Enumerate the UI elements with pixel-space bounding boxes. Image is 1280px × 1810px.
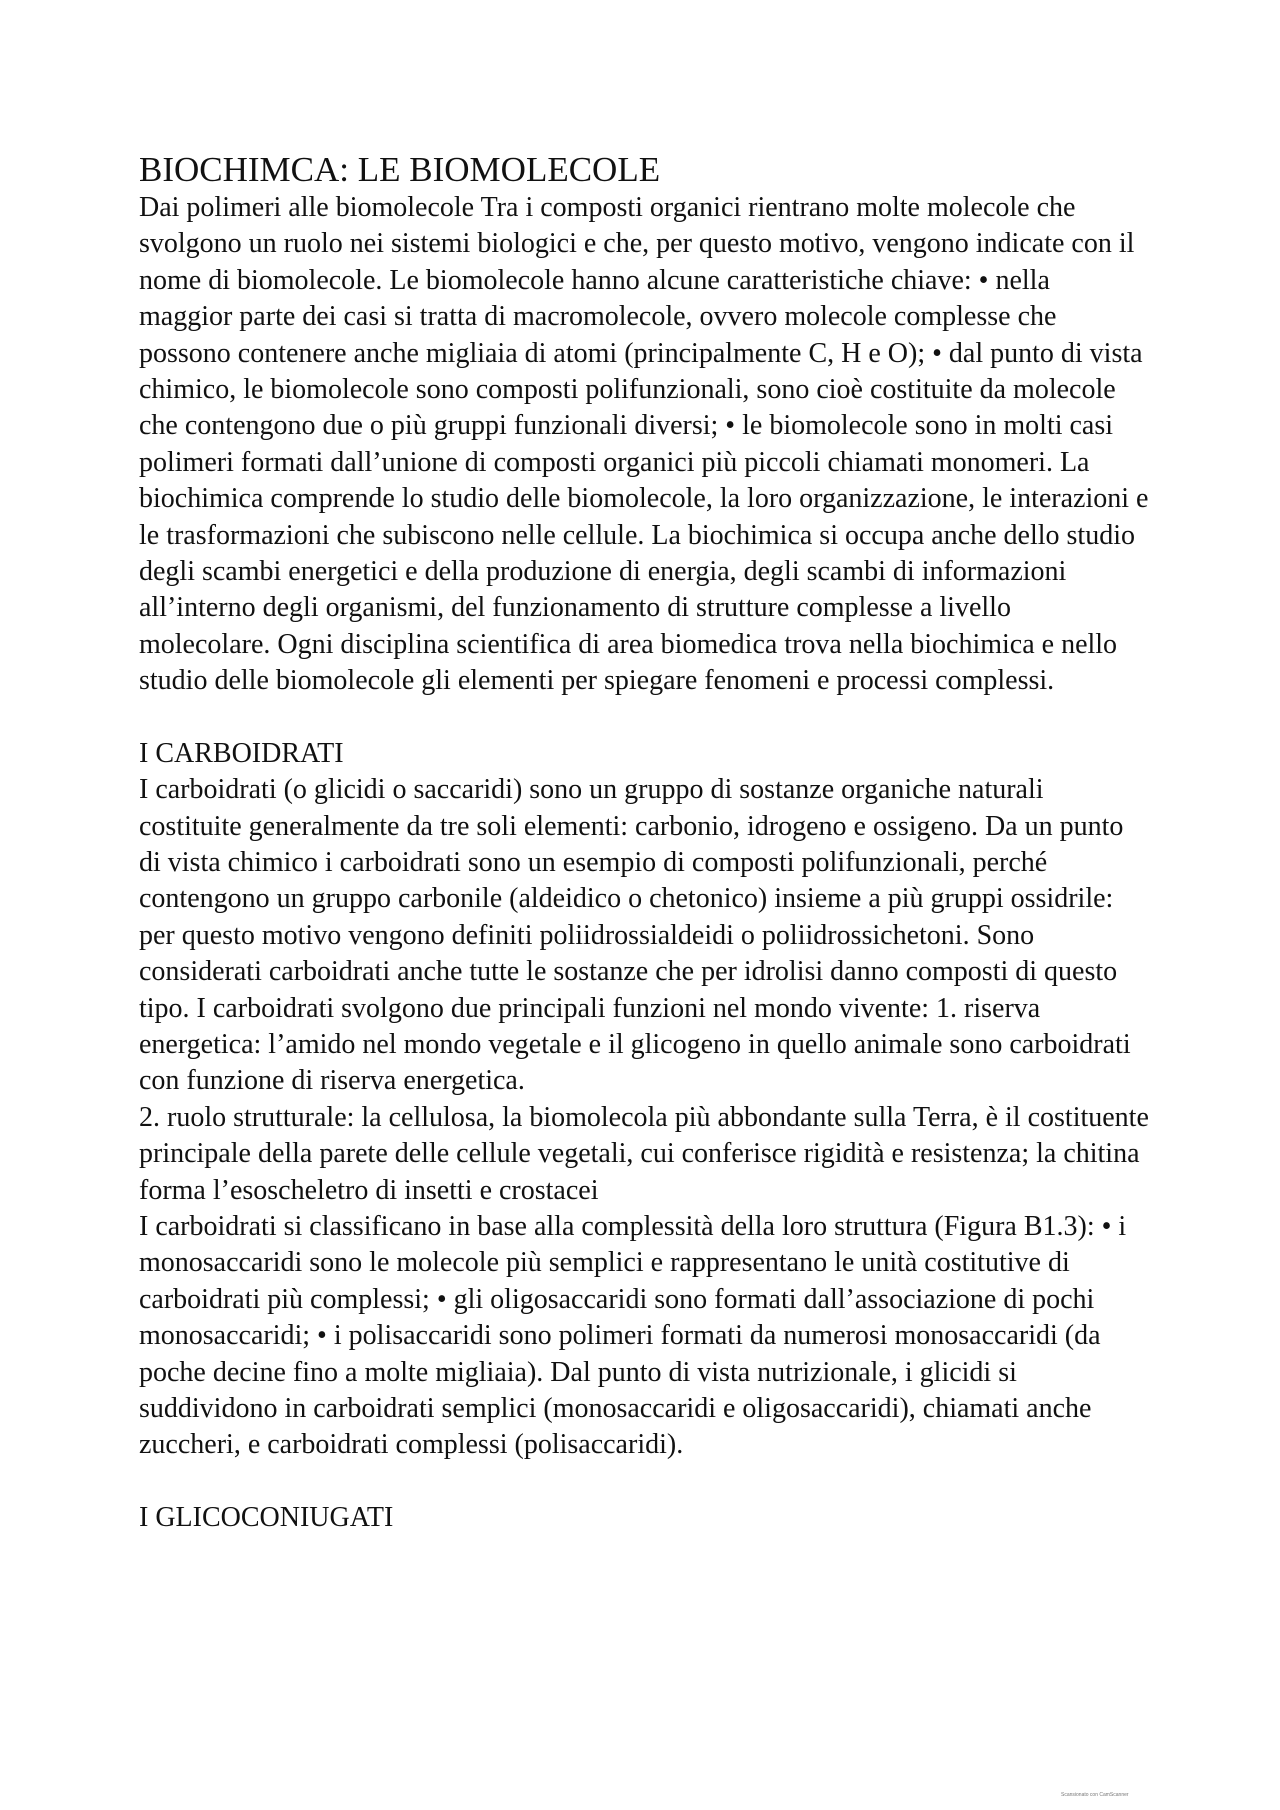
carboidrati-paragraph-3: I carboidrati si classificano in base alla complessità della loro struttura (Figura B1.3): • i monosaccaridi sono le molecole più semplici e rappresentano le unità costitutive di carboidrati più complessi; • gli oligosaccaridi sono formati dall’associazione di pochi monosaccaridi; • i polisaccaridi sono polimeri formati da numerosi monosaccaridi (da poche decine fino a molte migliaia). Dal punto di vista nutrizionale, i glicidi si suddividono in carboidrati semplici (monosaccaridi e oligosaccaridi), chiamati anche zuccheri, e carboidrati complessi (polisaccaridi). <box>139 1210 1127 1461</box>
carboidrati-paragraph-1: I carboidrati (o glicidi o saccaridi) sono un gruppo di sostanze organiche naturali costituite generalmente da tre soli elementi: carbonio, idrogeno e ossigeno. Da un punto di vista chimico i carboidrati sono un esempio di composti polifunzionali, perché contengono un gruppo carbonile (aldeidico o chetonico) insieme a più gruppi ossidrile: per questo motivo vengono definiti poliidrossialdeidi o poliidrossichetoni. Sono considerati carboidrati anche tutte le sostanze che per idrolisi danno composti di questo tipo. I carboidrati svolgono due principali funzioni nel mondo vivente: 1. riserva energetica: l’amido nel mondo vegetale e il glicogeno in quello animale sono carboidrati con funzione di riserva energetica. <box>139 774 1131 1097</box>
section-heading-glicoconiugati: I GLICOCONIUGATI <box>139 1501 394 1533</box>
intro-paragraph: Dai polimeri alle biomolecole Tra i composti organici rientrano molte molecole che svolgono un ruolo nei sistemi biologici e che, per questo motivo, vengono indicate con il nome di biomolecole. Le biomolecole hanno alcune caratteristiche chiave: • nella maggior parte dei casi si tratta di macromolecole, ovvero molecole complesse che possono contenere anche migliaia di atomi (principalmente C, H e O); • dal punto di vista chimico, le biomolecole sono composti polifunzionali, sono cioè costituite da molecole che contengono due o più gruppi funzionali diversi; • le biomolecole sono in molti casi polimeri formati dall’unione di composti organici più piccoli chiamati monomeri. La biochimica comprende lo studio delle biomolecole, la loro organizzazione, le interazioni e le trasformazioni che subiscono nelle cellule. La biochimica si occupa anche dello studio degli scambi energetici e della produzione di energia, degli scambi di informazioni all’interno degli organismi, del funzionamento di strutture complesse a livello molecolare. Ogni disciplina scientifica di area biomedica trova nella biochimica e nello studio delle biomolecole gli elementi per spiegare fenomeni e processi complessi. <box>139 192 1149 697</box>
section-heading-carboidrati: I CARBOIDRATI <box>139 737 344 769</box>
scanner-watermark: Scansionato con CamScanner <box>1061 1792 1129 1798</box>
page-title: BIOCHIMCA: LE BIOMOLECOLE <box>139 150 661 189</box>
section-spacer <box>139 700 1149 736</box>
carboidrati-paragraph-2: 2. ruolo strutturale: la cellulosa, la biomolecola più abbondante sulla Terra, è il costituente principale della parete delle cellule vegetali, cui conferisce rigidità e resistenza; la chitina forma l’esoscheletro di insetti e crostacei <box>139 1101 1149 1206</box>
document-content <box>139 150 1149 1536</box>
section-spacer <box>139 1464 1149 1500</box>
